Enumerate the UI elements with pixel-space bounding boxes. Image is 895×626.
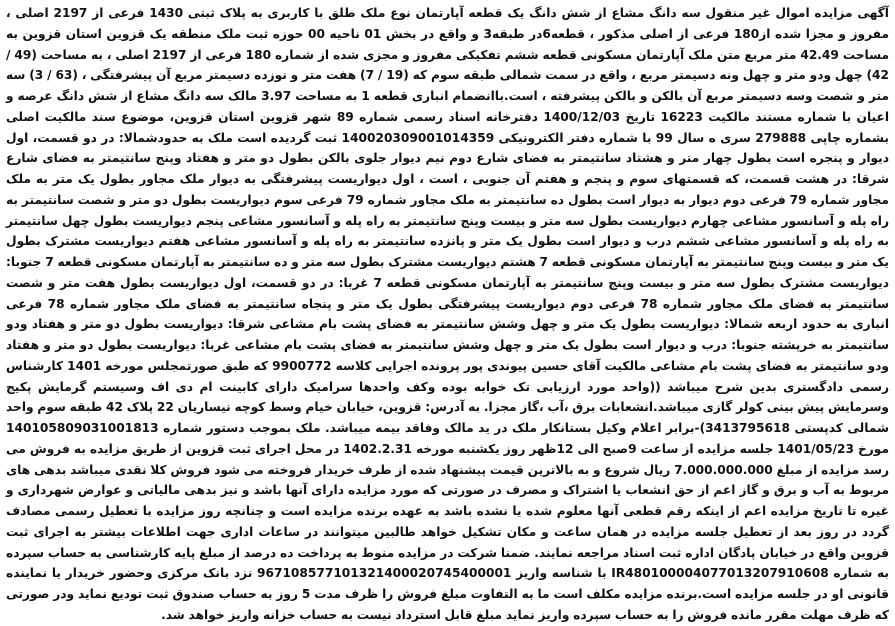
auction-notice-text: آگهی مزایده اموال غیر منقول سه دانگ مشاع از شش دانگ یک قطعه آپارتمان نوع ملک طلق با کاربری به پلاک ثبتی 1430 فرعی از 2197 اصلی ، مفروز و مجزا شده از180 فرعی از اصلی مذکور ، قطعه6در طبقه3 و واقع در بخش 01 ناحیه 00 حوزه ثبت ملک منطقه یک قزوین استان قزوین به مساحت 42.49 متر مربع متن ملک آپارتمان مسکونی قطعه ششم تفکیکی مفروز و مجزی شده از شماره 180 فرعی از 2197 اصلی ، به مساحت (49 / 42) چهل ودو متر و چهل ونه دسیمتر مربع ، واقع در سمت شمالی طبقه سوم که (19 / 7) هفت متر و نوزده دسیمتر مربع آن پیشرفتگی ، (63 / 3) سه متر و شصت وسه دسیمتر مربع آن بالکن و بالکن پیشرفته ، است.باانضمام انباری قطعه 1 به مساحت 3.97 مالک سه دانگ مشاع از شش دانگ عرصه و اعیان با شماره مستند مالکیت 16223 تاریخ 1400/12/03 دفترخانه اسناد رسمی شماره 89 شهر قزوین استان قزوین، موضوع سند مالکیت اصلی بشماره چاپی 279888 سری ه سال 99 با شماره دفتر الکترونیکی 140020309001014359 ثبت گردیده است ملک به حدودشمالا: در دو قسمت، اول دیوار و پنجره است بطول چهار متر و هشتاد سانتیمتر به فضای شارع دوم نیم دیوار جلوی بالکن بطول دو متر و هفتاد وپنج سانتیمتر به فضای شارع شرقا: در هشت قسمت، که قسمتهای سوم و پنجم و هفتم آن جنوبی ، است ، اول دیواریست پیشرفتگی به دیوار ملک مجاور بطول یک متر به ملک مجاور شماره 79 فرعی دوم دیوار به دیوار است بطول ده سانتیمتر به ملک مجاور شماره 79 فرعی سوم دیواریست بطول دو متر و شصت سانتیمتر به راه پله و آسانسور مشاعی چهارم دیواریست بطول سه متر و بیست وپنج سانتیمتر به راه پله و آسانسور مشاعی پنجم دیواریست بطول چهل سانتیمتر به راه پله و آسانسور مشاعی ششم درب و دیوار است بطول یک متر و پانزده سانتیمتر به راه پله و آسانسور مشاعی هفتم دیواریست مشترک بطول یک متر و بیست وپنج سانتیمتر به آپارتمان مسکونی قطعه 7 هشتم دیواریست مشترک بطول سه متر و ده سانتیمتر به آپارتمان مسکونی قطعه 7 جنوبا: دیواریست مشترک بطول سه متر و بیست وپنج سانتیمتر به آپارتمان مسکونی قطعه 7 غربا: در دو قسمت، اول دیواریست بطول هفت متر و شصت سانتیمتر به فضای ملک مجاور شماره 78 فرعی دوم دیواریست پیشرفتگی بطول یک متر و پنجاه سانتیمتر به فضای ملک مجاور شماره 78 فرعی انباری به حدود اربعه شمالا: دیواریست بطول یک متر و چهل وشش سانتیمتر به فضای پشت بام مشاعی شرقا: دیواریست بطول دو متر و هفتاد ودو سانتیمتر به خرپشته جنوبا: درب و دیوار است بطول یک متر و چهل وشش سانتیمتر به فضای پشت بام مشاعی غربا: دیواریست بطول دو متر و هفتاد ودو سانتیمتر به فضای پشت بام مشاعی مالکیت آقای حسین پیوندی پور پرونده اجرایی کلاسه 9900772 که طبق صورتمجلس مورخه 1401 کارشناس رسمی دادگستری بدین شرح میباشد ((واحد مورد ارزیابی تک خوابه بوده وکف واحدها سرامیک دارای کابینت ام دی اف وسیستم گرمایش پکیج وسرمایش پیش بینی کولر گازی میباشد.انشعابات برق ،آب ،گاز مجزا. به آدرس: قزوین، خیابان خیام وسط کوچه نیساریان 22 پلاک 42 طبقه سوم واحد شمالی کدپستی 3413795618)-برابر اعلام وکیل بستانکار ملک در ید مالک وفاقد بیمه میباشد. ملک بموجب دستور شماره 140105809031001813 مورخ 1401/05/23 جلسه مزایده از ساعت 9صبح الی 12ظهر روز یکشنبه مورخه 1402.2.31 در محل اجرای ثبت قزوین از طریق مزایده به فروش می رسد مزایده از مبلغ 7.000.000.000 ریال شروع و به بالاترین قیمت پیشنهاد شده از طرف خریدار فروخته می شود فروش کلا نقدی میباشد بدهی های مربوط به آب و برق و گاز اعم از حق انشعاب یا اشتراک و مصرف در صورتی که مورد مزایده دارای آنها باشد و نیز بدهی مالیاتی و عوارض شهرداری و غیره تا تاریخ مزایده اعم از اینکه رقم قطعی آنها معلوم شده یا نشده باشد به عهده برنده مزایده است و چنانچه روز مزایده با تعطیل رسمی مصادف گردد در روز بعد از تعطیل جلسه مزایده در همان ساعت و مکان تشکیل خواهد طالبین میتوانند در ساعات اداری جهت اطلاعات بیشتر به اجرای ثبت قزوین واقع در خیابان پادگان اداره ثبت اسناد مراجعه نمایند. ضمنا شرکت در مزایده منوط به پرداخت ده درصد از مبلغ پایه کارشناسی به حساب سپرده به شماره IR480100004077013207910608 با شناسه واریز 967108577101321400020745400001 نزد بانک مرکزی وحضور خریدار یا نماینده قانونی او در جلسه مزایده است.برنده مزایده مکلف است ما به التفاوت مبلغ فروش را ظرف مدت 5 روز به حساب صندوق ثبت تودیع نماید ودر صورتی که ظرف مهلت مقرر مانده فروش را به حساب سپرده واریز نماید مبلغ قابل استرداد نیست به حساب خزانه واریز خواهد شد. <box>6 6 890 622</box>
